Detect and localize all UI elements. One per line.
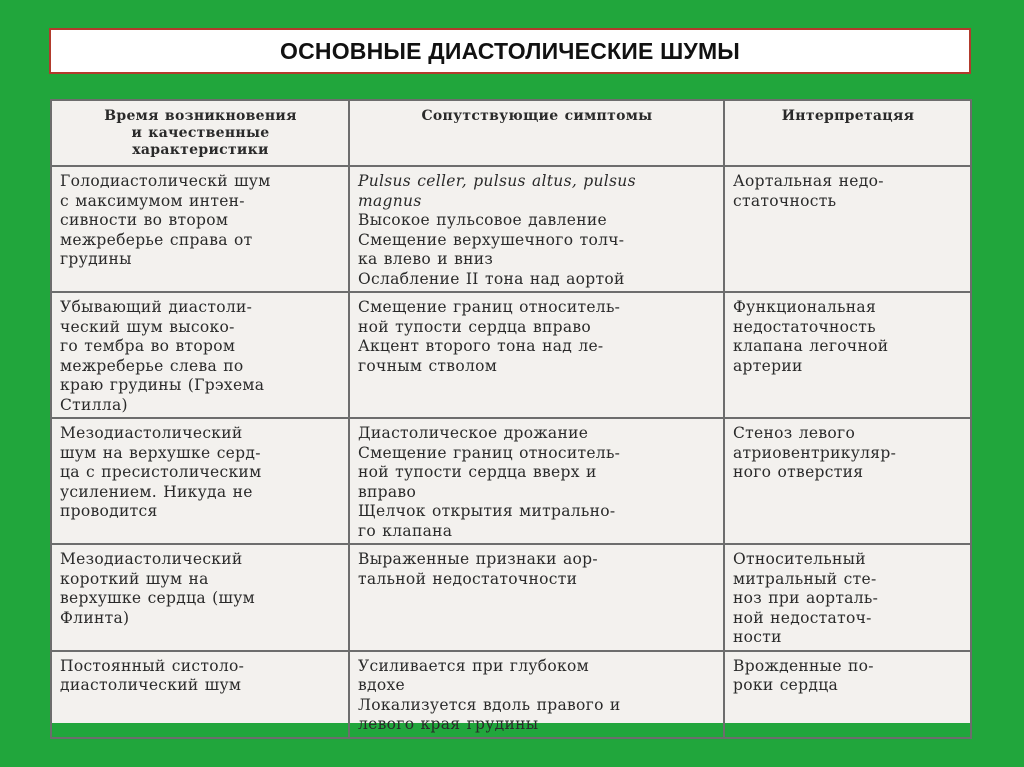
cell-line: Флинта) (60, 608, 130, 627)
cell-line: ка влево и вниз (358, 250, 494, 268)
slide-title: ОСНОВНЫЕ ДИАСТОЛИЧЕСКИЕ ШУМЫ (279, 37, 741, 64)
cell-line: краю грудины (Грэхема (60, 376, 265, 394)
cell-line-italic: Pulsus celler, pulsus altus, pulsus (358, 172, 636, 190)
cell-symptoms (349, 418, 724, 544)
murmurs-table-container (50, 99, 972, 733)
table-row (51, 418, 971, 544)
cell-line: атриовентрикуляр- (733, 443, 897, 462)
cell-line: Выраженные признаки аор- (358, 550, 598, 568)
cell-symptoms (349, 292, 724, 418)
cell-line: Смещение границ относитель- (358, 298, 621, 316)
cell-line: роки сердца (733, 676, 839, 694)
header-interpretation (724, 100, 971, 166)
cell-interpretation (724, 651, 971, 738)
cell-line: Мезодиастолический (60, 550, 243, 568)
cell-line: верхушке сердца (шум (60, 589, 255, 607)
cell-line: ной тупости сердца вправо (358, 317, 592, 336)
cell-line: ца с пресистолическим (60, 463, 262, 481)
cell-line: Врожденные по- (733, 656, 874, 675)
cell-line: Мезодиастолический (60, 424, 243, 442)
table-row (51, 544, 971, 651)
cell-timing (51, 166, 349, 292)
cell-line: ной недостаточ- (733, 608, 872, 627)
cell-line: межреберье слева по (60, 356, 244, 375)
cell-line: митральный сте- (733, 569, 877, 588)
cell-line: клапана легочной (733, 337, 889, 355)
cell-line: проводится (60, 502, 158, 520)
table-row (51, 651, 971, 738)
cell-line: Функциональная (733, 298, 877, 316)
cell-line: ной тупости сердца вверх и (358, 463, 597, 481)
cell-timing (51, 651, 349, 738)
cell-line: Стилла) (60, 395, 128, 414)
cell-line: ного отверстия (733, 463, 864, 481)
cell-line: короткий шум на (60, 569, 209, 588)
cell-line: Стеноз левого (733, 424, 856, 442)
header-line: характеристики (132, 142, 269, 158)
cell-interpretation (724, 418, 971, 544)
cell-line: шум на верхушке серд- (60, 443, 261, 462)
cell-line: недостаточность (733, 317, 876, 336)
cell-line: вдохе (358, 676, 406, 694)
cell-line: Голодиастолическй шум (60, 172, 271, 190)
cell-line: сивности во втором (60, 211, 229, 229)
murmurs-table (50, 99, 972, 739)
cell-line: усилением. Никуда не (60, 482, 253, 501)
cell-line: Щелчок открытия митрально- (358, 502, 616, 520)
table-row (51, 292, 971, 418)
cell-symptoms (349, 544, 724, 651)
header-line: Время возникновения (104, 108, 297, 124)
cell-line: ноз при аорталь- (733, 589, 879, 607)
cell-line: межреберье справа от (60, 230, 253, 249)
cell-line: артерии (733, 356, 803, 375)
cell-line-italic: magnus (358, 191, 422, 210)
cell-symptoms (349, 651, 724, 738)
cell-line: Локализуется вдоль правого и (358, 695, 621, 714)
cell-line: Усиливается при глубоком (358, 656, 590, 675)
header-timing (51, 100, 349, 166)
cell-line: Высокое пульсовое давление (358, 211, 607, 229)
cell-symptoms (349, 166, 724, 292)
header-line: Интерпретацяя (781, 108, 915, 124)
cell-interpretation (724, 166, 971, 292)
header-symptoms (349, 100, 724, 166)
cell-line: ческий шум высоко- (60, 317, 235, 336)
cell-line: Диастолическое дрожание (358, 424, 589, 442)
cell-line: статочность (733, 191, 837, 210)
cell-line: го клапана (358, 521, 453, 540)
cell-line: диастолический шум (60, 676, 242, 694)
cell-interpretation (724, 544, 971, 651)
cell-interpretation (724, 292, 971, 418)
cell-line: Смещение верхушечного толч- (358, 230, 625, 249)
cell-line: ности (733, 628, 782, 646)
header-line: Сопутствующие симптомы (421, 108, 653, 124)
cell-timing (51, 544, 349, 651)
cell-line: Постоянный систоло- (60, 656, 245, 675)
cell-line: Аортальная недо- (733, 172, 884, 190)
cell-line: тальной недостаточности (358, 569, 578, 588)
cell-line: Убывающий диастоли- (60, 298, 253, 316)
cell-line: с максимумом интен- (60, 191, 245, 210)
cell-line: Ослабление II тона над аортой (358, 269, 625, 288)
cell-line: Акцент второго тона над ле- (358, 337, 604, 355)
cell-line: вправо (358, 482, 417, 501)
cell-line: гочным стволом (358, 356, 498, 375)
cell-line: го тембра во втором (60, 337, 236, 355)
cell-line: Относительный (733, 550, 866, 568)
cell-line: левого края грудины (358, 715, 539, 733)
cell-line: Смещение границ относитель- (358, 443, 621, 462)
cell-timing (51, 292, 349, 418)
table-row (51, 166, 971, 292)
table-header-row (51, 100, 971, 166)
cell-line: грудины (60, 250, 132, 268)
cell-timing (51, 418, 349, 544)
slide-title-box (49, 28, 971, 74)
header-line: и качественные (131, 125, 270, 141)
